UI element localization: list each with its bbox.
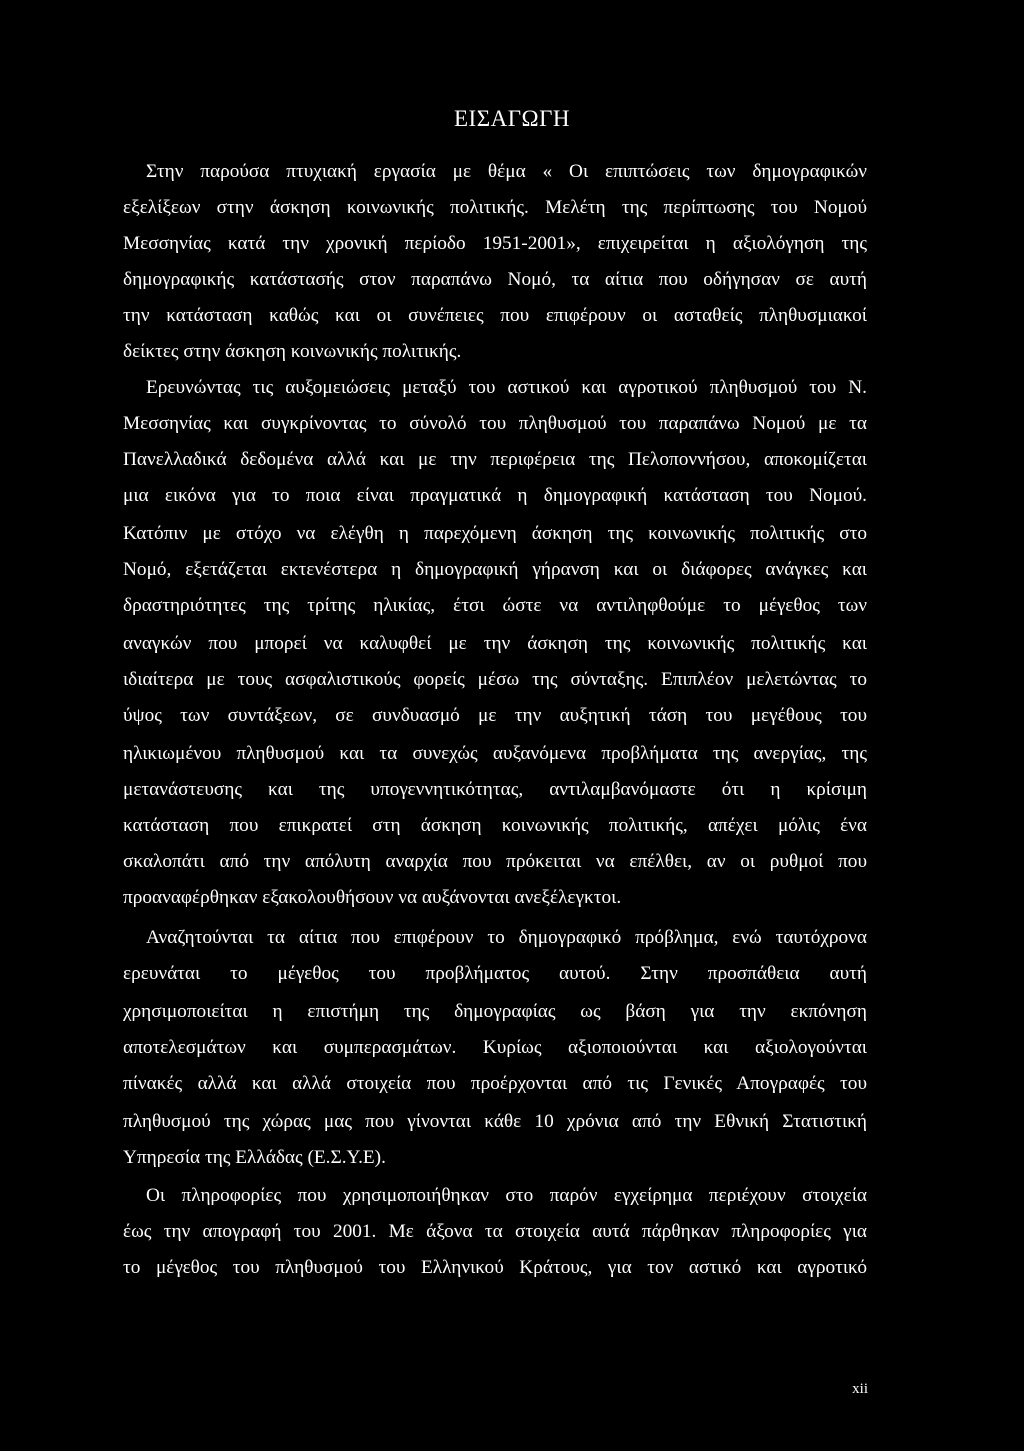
text-line: δείκτες στην άσκηση κοινωνικής πολιτικής. bbox=[123, 341, 462, 362]
text-line: σκαλοπάτι από την απόλυτη αναρχία που πρόκειται να επέλθει, αν οι ρυθμοί που bbox=[123, 851, 867, 872]
text-line: πίνακές αλλά και αλλά στοιχεία που προέρχονται από τις Γενικές Απογραφές του bbox=[123, 1073, 867, 1094]
text-line: πληθυσμού της χώρας μας που γίνονται κάθε 10 χρόνια από την Εθνική Στατιστική bbox=[123, 1111, 867, 1132]
text-line: χρησιμοποιείται η επιστήμη της δημογραφίας ως βάση για την εκπόνηση bbox=[123, 1001, 867, 1022]
text-line: Στην παρούσα πτυχιακή εργασία με θέμα « Οι επιπτώσεις των δημογραφικών bbox=[146, 161, 867, 182]
text-line: ύψος των συντάξεων, σε συνδυασμό με την αυξητική τάση του μεγέθους του bbox=[123, 705, 867, 726]
text-line: Αναζητούνται τα αίτια που επιφέρουν το δημογραφικό πρόβλημα, ενώ ταυτόχρονα bbox=[146, 927, 867, 948]
text-line: μετανάστευσης και της υπογεννητικότητας, αντιλαμβανόμαστε ότι η κρίσιμη bbox=[123, 779, 867, 800]
text-line: Νομό, εξετάζεται εκτενέστερα η δημογραφική γήρανση και οι διάφορες ανάγκες και bbox=[123, 559, 867, 580]
text-line: Μεσσηνίας κατά την χρονική περίοδο 1951-2001», επιχειρείται η αξιολόγηση της bbox=[123, 233, 867, 254]
text-line: προαναφέρθηκαν εξακολουθήσουν να αυξάνονται ανεξέλεγκτοι. bbox=[123, 887, 622, 908]
page-number: xii bbox=[852, 1381, 868, 1397]
text-line: ερευνάται το μέγεθος του προβλήματος αυτού. Στην προσπάθεια αυτή bbox=[123, 963, 867, 984]
text-line: το μέγεθος του πληθυσμού του Ελληνικού Κράτους, για τον αστικό και αγροτικό bbox=[123, 1257, 867, 1278]
text-line: έως την απογραφή του 2001. Με άξονα τα στοιχεία αυτά πάρθηκαν πληροφορίες για bbox=[123, 1221, 867, 1242]
text-line: Μεσσηνίας και συγκρίνοντας το σύνολό του πληθυσμού του παραπάνω Νομού με τα bbox=[123, 413, 867, 434]
text-line: Οι πληροφορίες που χρησιμοποιήθηκαν στο παρόν εγχείρημα περιέχουν στοιχεία bbox=[146, 1185, 867, 1206]
page-title: ΕΙΣΑΓΩΓΗ bbox=[453, 106, 570, 131]
text-line: κατάσταση που επικρατεί στη άσκηση κοινωνικής πολιτικής, απέχει μόλις ένα bbox=[123, 815, 867, 836]
text-line: μια εικόνα για το ποια είναι πραγματικά η δημογραφική κατάσταση του Νομού. bbox=[123, 485, 867, 506]
text-line: ιδιαίτερα με τους ασφαλιστικούς φορείς μέσω της σύνταξης. Επιπλέον μελετώντας το bbox=[123, 669, 867, 690]
text-line: εξελίξεων στην άσκηση κοινωνικής πολιτικής. Μελέτη της περίπτωσης του Νομού bbox=[123, 197, 867, 218]
text-line: Υπηρεσία της Ελλάδας (Ε.Σ.Υ.Ε). bbox=[123, 1147, 386, 1168]
text-line: δημογραφικής κατάστασής στον παραπάνω Νομό, τα αίτια που οδήγησαν σε αυτή bbox=[123, 269, 867, 290]
text-line: ηλικιωμένου πληθυσμού και τα συνεχώς αυξανόμενα προβλήματα της ανεργίας, της bbox=[123, 743, 867, 764]
text-line: Πανελλαδικά δεδομένα αλλά και με την περιφέρεια της Πελοποννήσου, αποκομίζεται bbox=[123, 449, 867, 470]
text-line: δραστηριότητες της τρίτης ηλικίας, έτσι ώστε να αντιληφθούμε το μέγεθος των bbox=[123, 595, 867, 616]
text-line: Ερευνώντας τις αυξομειώσεις μεταξύ του αστικού και αγροτικού πληθυσμού του Ν. bbox=[146, 377, 867, 398]
text-line: την κατάσταση καθώς και οι συνέπειες που επιφέρουν οι ασταθείς πληθυσμιακοί bbox=[123, 305, 867, 326]
text-line: αποτελεσμάτων και συμπερασμάτων. Κυρίως αξιοποιούνται και αξιολογούνται bbox=[123, 1037, 867, 1058]
text-line: Κατόπιν με στόχο να ελέγθη η παρεχόμενη άσκηση της κοινωνικής πολιτικής στο bbox=[123, 523, 867, 544]
text-line: αναγκών που μπορεί να καλυφθεί με την άσκηση της κοινωνικής πολιτικής και bbox=[123, 633, 867, 654]
